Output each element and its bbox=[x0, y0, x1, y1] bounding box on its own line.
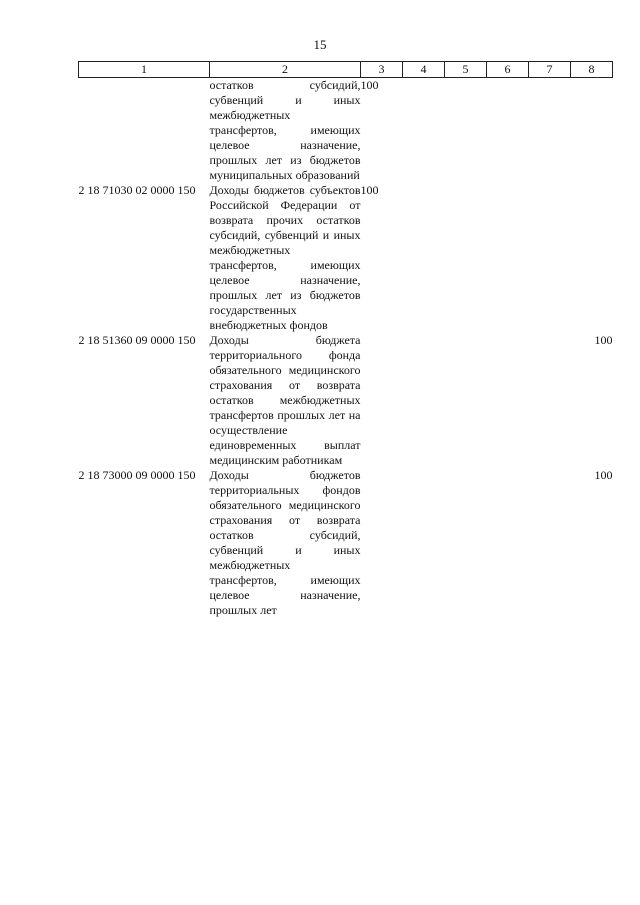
row-value-col8 bbox=[571, 78, 613, 184]
row-value-col8: 100 bbox=[594, 468, 613, 482]
row-description: остатков субсидий, субвенций и иных межбюджетных трансфертов, имеющих целевое назначение, прошлых лет из бюджетов муниципальных образований bbox=[209, 78, 361, 182]
column-header-4: 4 bbox=[403, 62, 445, 78]
column-header-2: 2 bbox=[210, 62, 361, 78]
row-description: Доходы бюджета территориального фонда обязательного медицинского страхования от возврата остатков межбюджетных трансфертов прошлых лет на осуществление единовременных выплат медицинским работникам bbox=[209, 333, 361, 467]
column-header-8: 8 bbox=[571, 62, 613, 78]
row-description: Доходы бюджетов территориальных фондов обязательного медицинского страхования от возврата остатков субсидий, субвенций и иных межбюджетных трансфертов, имеющих целевое назначение, прошлых лет bbox=[209, 468, 361, 617]
row-value-col3 bbox=[361, 333, 403, 468]
row-code bbox=[79, 78, 210, 184]
row-description: Доходы бюджетов субъектов Российской Федерации от возврата прочих остатков субсидий, субвенций и иных межбюджетных трансфертов, имеющих целевое назначение, прошлых лет из бюджетов государственных внебюджетных фондов bbox=[209, 183, 361, 332]
column-header-5: 5 bbox=[445, 62, 487, 78]
table-row bbox=[79, 468, 613, 618]
row-code: 2 18 71030 02 0000 150 bbox=[78, 183, 196, 197]
table-header-row bbox=[79, 62, 613, 78]
column-header-7: 7 bbox=[529, 62, 571, 78]
row-value-col8: 100 bbox=[594, 333, 613, 347]
row-code: 2 18 51360 09 0000 150 bbox=[78, 333, 196, 347]
column-header-1: 1 bbox=[79, 62, 210, 78]
row-value-col3 bbox=[361, 468, 403, 618]
column-header-3: 3 bbox=[361, 62, 403, 78]
table-row bbox=[79, 78, 613, 184]
row-code: 2 18 73000 09 0000 150 bbox=[78, 468, 196, 482]
column-header-6: 6 bbox=[487, 62, 529, 78]
row-value-col8 bbox=[571, 183, 613, 333]
table-row bbox=[79, 183, 613, 333]
row-value-col3: 100 bbox=[360, 183, 379, 197]
page-number: 15 bbox=[313, 37, 327, 52]
table-row bbox=[79, 333, 613, 468]
revenue-table bbox=[78, 61, 613, 618]
row-value-col3: 100 bbox=[360, 78, 379, 92]
